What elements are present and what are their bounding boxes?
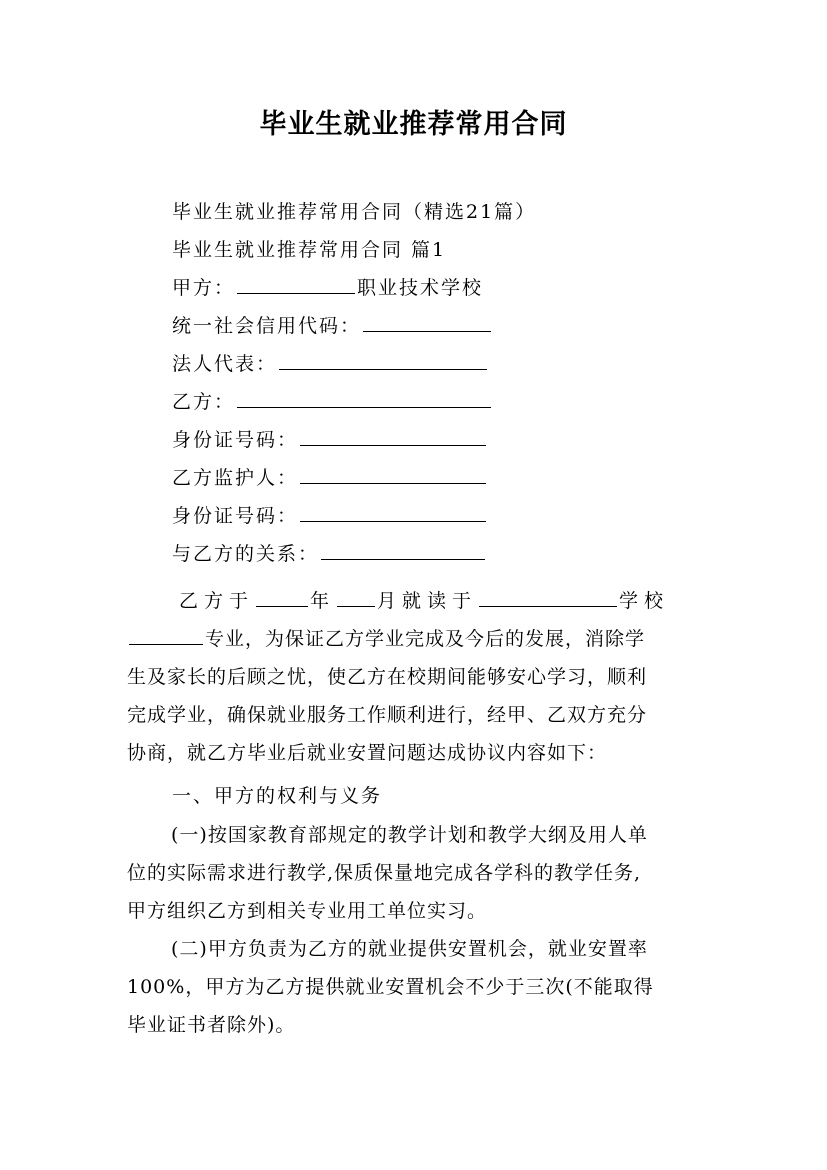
document-subtitle: 毕业生就业推荐常用合同（精选21篇）: [172, 201, 537, 223]
major-blank: [129, 626, 203, 645]
relation-label: 与乙方的关系：: [172, 543, 320, 565]
legal-rep-line: [172, 351, 489, 377]
intro-text-c: 月就读于: [377, 590, 478, 612]
clause-1-1-line-1: (一)按国家教育部规定的教学计划和教学大纲及用人单: [171, 824, 648, 846]
intro-line-1: [127, 582, 700, 620]
guardian-blank: [300, 465, 486, 484]
id-number-label: 身份证号码：: [172, 429, 299, 451]
credit-code-line: [172, 313, 493, 339]
clause-1-2-line-1: (二)甲方负责为乙方的就业提供安置机会，就业安置率: [171, 938, 648, 960]
guardian-label: 乙方监护人：: [172, 467, 299, 489]
id-number-line-2: [172, 503, 488, 529]
guardian-line: [172, 465, 488, 491]
month-blank: [337, 588, 375, 607]
id-number-blank: [300, 427, 486, 446]
intro-text-d: 学校: [619, 590, 670, 612]
intro-line-3: 生及家长的后顾之忧，使乙方在校期间能够安心学习，顺利: [127, 666, 648, 688]
legal-rep-label: 法人代表：: [172, 353, 278, 375]
party-a-line: [172, 275, 483, 301]
clause-1-1-line-2: 位的实际需求进行教学,保质保量地完成各学科的教学任务,: [127, 862, 642, 884]
id-number-line: [172, 427, 488, 453]
credit-code-label: 统一社会信用代码：: [172, 315, 362, 337]
section-heading: 毕业生就业推荐常用合同 篇1: [172, 239, 447, 261]
party-a-suffix: 职业技术学校: [357, 277, 484, 299]
clause-1-1-paragraph: [127, 816, 700, 930]
legal-rep-blank: [279, 351, 487, 370]
id-number-label-2: 身份证号码：: [172, 505, 299, 527]
clause-1-1-line-3: 甲方组织乙方到相关专业用工单位实习。: [127, 900, 488, 922]
party-a-blank: [237, 275, 355, 294]
intro-paragraph: [127, 582, 700, 772]
clause-1-2-line-2: 100%，甲方为乙方提供就业安置机会不少于三次(不能取得: [127, 976, 654, 998]
intro-line-4: 完成学业，确保就业服务工作顺利进行，经甲、乙双方充分: [127, 704, 648, 726]
relation-blank: [321, 541, 485, 560]
school-blank: [479, 588, 617, 607]
relation-line: [172, 541, 487, 567]
clause-1-2-line-3: 毕业证书者除外)。: [127, 1014, 296, 1036]
year-blank: [256, 588, 308, 607]
clause-1-heading: 一、甲方的权利与义务: [172, 785, 383, 807]
party-a-label: 甲方：: [172, 277, 236, 299]
intro-text-b: 年: [310, 590, 336, 612]
party-b-label: 乙方：: [172, 391, 236, 413]
party-b-line: [172, 389, 493, 415]
credit-code-blank: [363, 313, 491, 332]
id-number-blank-2: [300, 503, 486, 522]
intro-line-2: [127, 620, 700, 658]
intro-line-5: 协商，就乙方毕业后就业安置问题达成协议内容如下：: [127, 742, 608, 764]
clause-1-2-paragraph: [127, 930, 700, 1044]
party-b-blank: [237, 389, 491, 408]
intro-text-a: 乙方于: [179, 590, 255, 612]
intro-text-2: 专业，为保证乙方学业完成及今后的发展，消除学: [205, 628, 646, 650]
document-title: 毕业生就业推荐常用合同: [259, 109, 568, 140]
